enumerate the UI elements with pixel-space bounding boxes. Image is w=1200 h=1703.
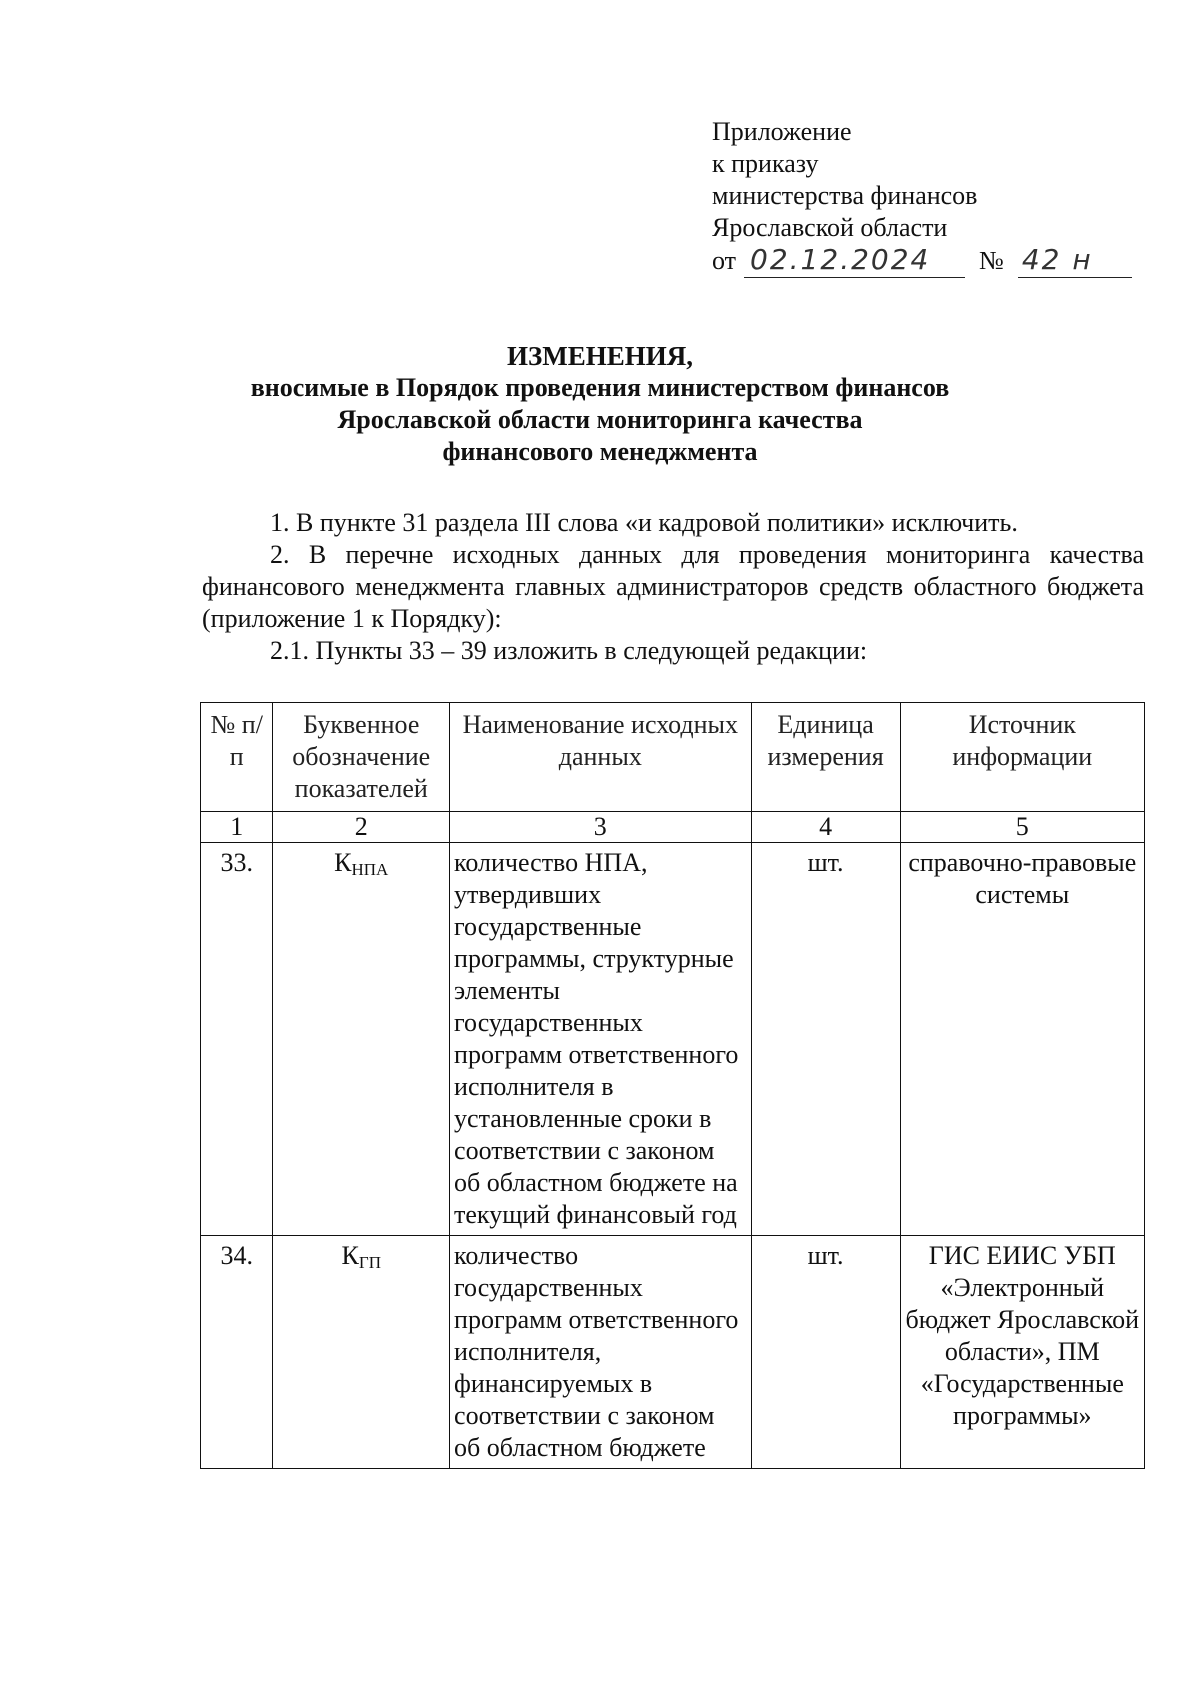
source-data-table (200, 702, 1145, 1469)
title-main: ИЗМЕНЕНИЯ, (506, 341, 693, 371)
header-cell-unit: Единица измерения (751, 703, 900, 812)
row-source: справочно-правовые системы (900, 843, 1144, 1236)
appendix-line: к приказу (712, 149, 819, 178)
column-index-row (201, 812, 1145, 843)
table-row (201, 843, 1145, 1236)
title-line: вносимые в Порядок проведения министерством финансов (250, 373, 950, 402)
row-name: количество государственных программ ответственного исполнителя, финансируемых в соответствии с законом об областном бюджете (450, 1236, 752, 1469)
column-index: 3 (450, 812, 752, 843)
order-number-field (1018, 244, 1132, 278)
header-cell-number: № п/п (201, 703, 273, 812)
table-row (201, 1236, 1145, 1469)
body-text (202, 507, 1144, 667)
title-line: финансового менеджмента (442, 437, 758, 466)
symbol-base: К (341, 1241, 359, 1270)
column-index: 1 (201, 812, 273, 843)
row-number: 33. (201, 843, 273, 1236)
header-cell-symbol: Буквенное обозначение показателей (273, 703, 450, 812)
paragraph: 2.1. Пункты 33 – 39 изложить в следующей редакции: (270, 636, 868, 665)
appendix-block (712, 116, 1132, 278)
number-prefix: № (979, 246, 1004, 275)
appendix-line: Ярославской области (712, 213, 948, 242)
appendix-line: министерства финансов (712, 181, 978, 210)
symbol-base: К (334, 848, 352, 877)
row-number: 34. (201, 1236, 273, 1469)
header-cell-name: Наименование исходных данных (450, 703, 752, 812)
row-symbol (273, 843, 450, 1236)
row-unit: шт. (751, 1236, 900, 1469)
order-date-field (744, 244, 965, 278)
appendix-line: Приложение (712, 117, 852, 146)
symbol-subscript: НПА (351, 860, 389, 879)
order-date-number-line (712, 244, 1132, 278)
date-prefix: от (712, 246, 737, 275)
symbol-subscript: ГП (358, 1253, 381, 1272)
document-title (0, 340, 1200, 468)
paragraph: 2. В перечне исходных данных для проведения мониторинга качества финансового менеджмента главных администраторов средств областного бюджета (приложение 1 к Порядку): (202, 540, 1144, 633)
handwritten-number: 42 н (1021, 243, 1093, 276)
row-unit: шт. (751, 843, 900, 1236)
row-name: количество НПА, утвердивших государственные программы, структурные элементы государственных программ ответственного исполнителя в установленные сроки в соответствии с законом об областном бюджете на текущий финансовый год (450, 843, 752, 1236)
row-symbol (273, 1236, 450, 1469)
column-index: 4 (751, 812, 900, 843)
handwritten-date: 02.12.2024 (750, 243, 931, 276)
row-source: ГИС ЕИИС УБП «Электронный бюджет Ярославской области», ПМ «Государственные программы» (900, 1236, 1144, 1469)
header-cell-source: Источник информации (900, 703, 1144, 812)
column-index: 5 (900, 812, 1144, 843)
table-header-row (201, 703, 1145, 812)
title-line: Ярославской области мониторинга качества (337, 405, 863, 434)
column-index: 2 (273, 812, 450, 843)
paragraph: 1. В пункте 31 раздела III слова «и кадровой политики» исключить. (270, 508, 1018, 537)
